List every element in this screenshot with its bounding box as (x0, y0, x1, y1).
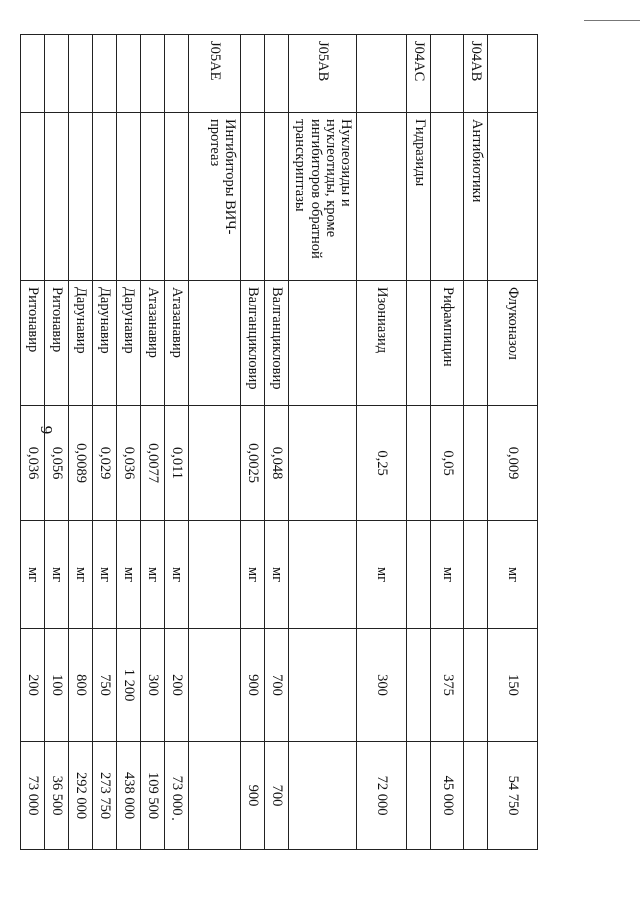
cost-cell: 45 000 (431, 742, 464, 850)
table-row (407, 35, 431, 850)
unit-cell: мг (165, 521, 189, 629)
unit-cell: мг (69, 521, 93, 629)
ddd-value-cell (189, 406, 241, 521)
atc-code-cell (431, 35, 464, 113)
dose-cell: 300 (357, 629, 407, 742)
cost-cell (464, 742, 488, 850)
dose-cell (189, 629, 241, 742)
unit-cell (289, 521, 357, 629)
unit-cell: мг (265, 521, 289, 629)
group-name-cell (45, 113, 69, 281)
dose-cell: 150 (488, 629, 538, 742)
unit-cell: мг (141, 521, 165, 629)
dose-cell: 300 (141, 629, 165, 742)
ddd-value-cell: 0,036 (117, 406, 141, 521)
drug-name-cell: Валганцикловир (241, 281, 265, 406)
ddd-value-cell (464, 406, 488, 521)
table-row (21, 35, 45, 850)
unit-cell: мг (431, 521, 464, 629)
group-name-cell (69, 113, 93, 281)
ddd-value-cell (407, 406, 431, 521)
ddd-value-cell: 0,048 (265, 406, 289, 521)
drug-name-cell: Флуконазол (488, 281, 538, 406)
ddd-value-cell: 0,009 (488, 406, 538, 521)
scan-mark (584, 20, 640, 21)
group-name-cell: Нуклеозиды и нуклеотиды, кроме ингибиторов обратной транскриптазы (289, 113, 357, 281)
atc-code-cell (117, 35, 141, 113)
cost-cell: 292 000 (69, 742, 93, 850)
table-row (93, 35, 117, 850)
drug-name-cell: Дарунавир (117, 281, 141, 406)
ddd-value-cell: 0,0025 (241, 406, 265, 521)
dose-cell (464, 629, 488, 742)
ddd-value-cell: 0,011 (165, 406, 189, 521)
ddd-value-cell: 0,25 (357, 406, 407, 521)
atc-code-cell (265, 35, 289, 113)
unit-cell: мг (357, 521, 407, 629)
table-row (357, 35, 407, 850)
atc-code-cell: J04AB (464, 35, 488, 113)
group-name-cell (141, 113, 165, 281)
drug-name-cell: Рифампицин (431, 281, 464, 406)
unit-cell: мг (21, 521, 45, 629)
table-row (141, 35, 165, 850)
unit-cell (407, 521, 431, 629)
drug-name-cell: Дарунавир (69, 281, 93, 406)
dose-cell: 900 (241, 629, 265, 742)
atc-code-cell (357, 35, 407, 113)
unit-cell: мг (241, 521, 265, 629)
dose-cell: 200 (21, 629, 45, 742)
cost-cell: 36 500 (45, 742, 69, 850)
ddd-value-cell: 0,0089 (69, 406, 93, 521)
cost-cell: 73 000 (165, 742, 189, 850)
drug-name-cell (464, 281, 488, 406)
drug-name-cell: Атазанавир (165, 281, 189, 406)
ddd-value-cell: 0,029 (93, 406, 117, 521)
drug-name-cell (189, 281, 241, 406)
cost-cell: 438 000 (117, 742, 141, 850)
atc-code-cell (241, 35, 265, 113)
cost-cell: 54 750 (488, 742, 538, 850)
group-name-cell (357, 113, 407, 281)
group-name-cell: Ингибиторы ВИЧ-протеаз (189, 113, 241, 281)
dose-cell: 800 (69, 629, 93, 742)
ddd-value-cell (289, 406, 357, 521)
drug-name-cell: Ритонавир (45, 281, 69, 406)
dose-cell (407, 629, 431, 742)
unit-cell: мг (488, 521, 538, 629)
drug-name-cell: Ритонавир (21, 281, 45, 406)
unit-cell (464, 521, 488, 629)
atc-code-cell (69, 35, 93, 113)
table-row (189, 35, 241, 850)
ddd-value-cell: 0,05 (431, 406, 464, 521)
cost-cell: 109 500 (141, 742, 165, 850)
drug-name-cell (289, 281, 357, 406)
table-body (21, 35, 538, 850)
atc-code-cell (141, 35, 165, 113)
atc-code-cell (21, 35, 45, 113)
atc-code-cell: J04AC (407, 35, 431, 113)
unit-cell: мг (117, 521, 141, 629)
ddd-value-cell: 0,056 (45, 406, 69, 521)
dose-cell: 100 (45, 629, 69, 742)
table-row (117, 35, 141, 850)
group-name-cell (241, 113, 265, 281)
table-row (165, 35, 189, 850)
atc-code-cell (93, 35, 117, 113)
drug-name-cell: Валганцикловир (265, 281, 289, 406)
table-row (265, 35, 289, 850)
group-name-cell (431, 113, 464, 281)
table-row (431, 35, 464, 850)
dose-cell: 375 (431, 629, 464, 742)
group-name-cell (21, 113, 45, 281)
cost-cell: 273 750 (93, 742, 117, 850)
cost-cell: 72 000 (357, 742, 407, 850)
page-number: 9 (37, 425, 56, 435)
table-row (464, 35, 488, 850)
drug-table (20, 34, 538, 850)
cost-cell (407, 742, 431, 850)
ddd-value-cell: 0,0077 (141, 406, 165, 521)
table-row (69, 35, 93, 850)
cost-cell: 700 (265, 742, 289, 850)
cost-cell: 900 (241, 742, 265, 850)
cost-cell: 73 000 (21, 742, 45, 850)
dose-cell: 1 200 (117, 629, 141, 742)
drug-name-cell (407, 281, 431, 406)
atc-code-cell: J05AE (189, 35, 241, 113)
dose-cell: 200 (165, 629, 189, 742)
drug-name-cell: Изониазид (357, 281, 407, 406)
atc-code-cell: J05AB (289, 35, 357, 113)
table-row (45, 35, 69, 850)
dose-cell (289, 629, 357, 742)
group-name-cell (165, 113, 189, 281)
dose-cell: 750 (93, 629, 117, 742)
unit-cell (189, 521, 241, 629)
group-name-cell (265, 113, 289, 281)
group-name-cell (117, 113, 141, 281)
cost-cell (289, 742, 357, 850)
group-name-cell (93, 113, 117, 281)
table-row (488, 35, 538, 850)
drug-name-cell: Дарунавир (93, 281, 117, 406)
unit-cell: мг (45, 521, 69, 629)
dose-cell: 700 (265, 629, 289, 742)
drug-name-cell: Атазанавир (141, 281, 165, 406)
atc-code-cell (488, 35, 538, 113)
unit-cell: мг (93, 521, 117, 629)
rotated-table-area (25, 34, 538, 849)
cost-cell (189, 742, 241, 850)
ddd-value-cell: 0,036 (21, 406, 45, 521)
group-name-cell: Антибиотики (464, 113, 488, 281)
table-row (289, 35, 357, 850)
table-row (241, 35, 265, 850)
group-name-cell: Гидразиды (407, 113, 431, 281)
group-name-cell (488, 113, 538, 281)
atc-code-cell (45, 35, 69, 113)
atc-code-cell (165, 35, 189, 113)
